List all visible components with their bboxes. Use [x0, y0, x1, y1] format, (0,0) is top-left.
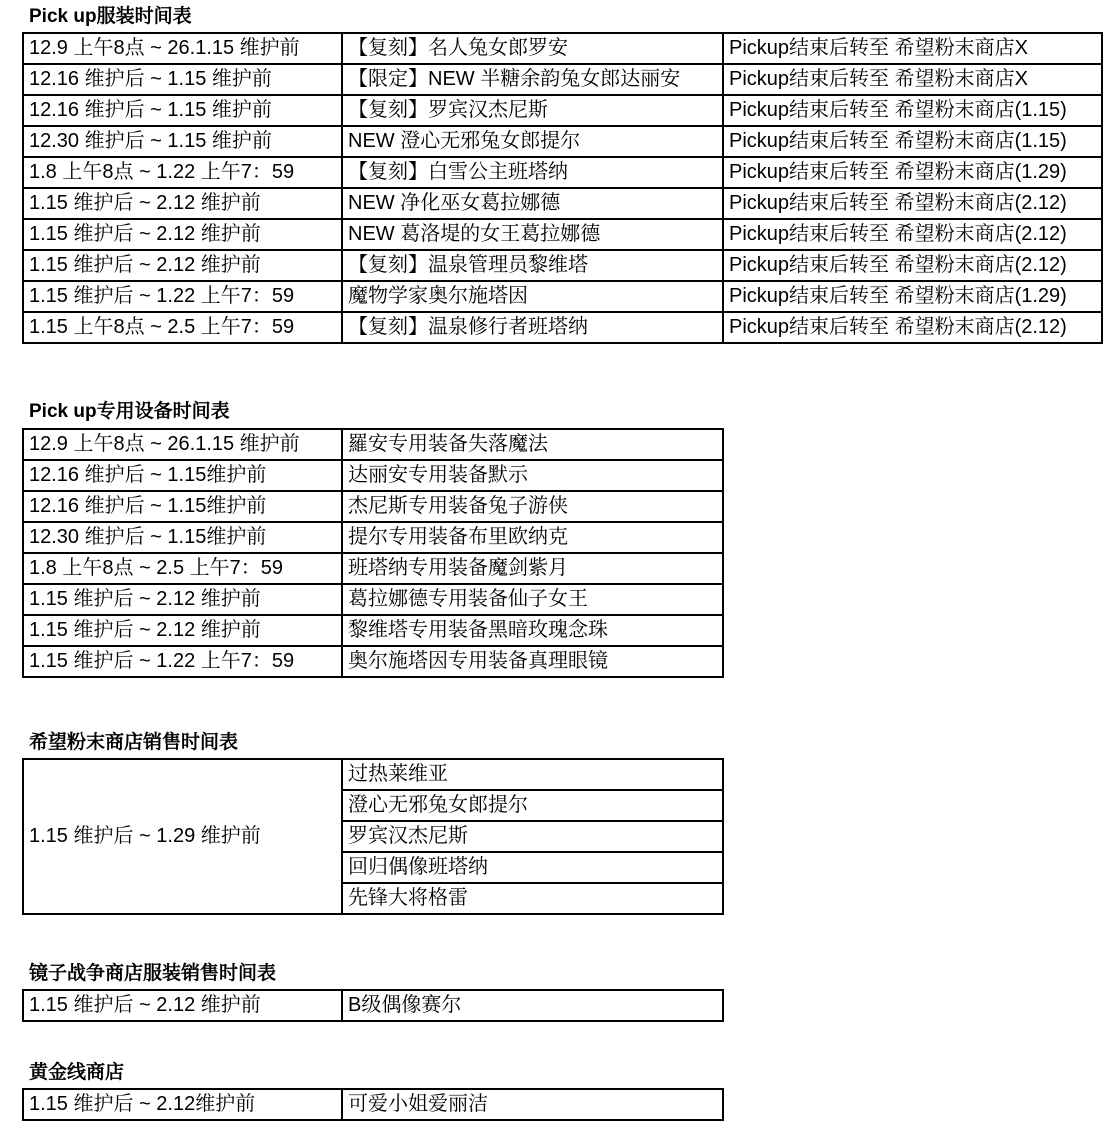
item-cell: 【复刻】温泉管理员黎维塔 [342, 250, 723, 281]
item-cell: B级偶像赛尔 [342, 990, 723, 1021]
table-row [23, 64, 1102, 95]
period-cell: 1.15 上午8点 ~ 2.5 上午7：59 [23, 312, 342, 343]
item-cell: 班塔纳专用装备魔剑紫月 [342, 553, 723, 584]
table-row [23, 522, 723, 553]
table-row [23, 990, 723, 1021]
table-row [23, 219, 1102, 250]
item-cell: 魔物学家奥尔施塔因 [342, 281, 723, 312]
period-cell: 12.9 上午8点 ~ 26.1.15 维护前 [23, 429, 342, 460]
note-cell: Pickup结束后转至 希望粉末商店(2.12) [723, 188, 1102, 219]
table-row [23, 33, 1102, 64]
period-cell: 1.15 维护后 ~ 2.12 维护前 [23, 584, 342, 615]
table-row [23, 460, 723, 491]
mirror-war-shop-table [22, 989, 724, 1022]
period-cell: 12.30 维护后 ~ 1.15 维护前 [23, 126, 342, 157]
period-cell: 1.15 维护后 ~ 2.12 维护前 [23, 615, 342, 646]
item-cell: 可爱小姐爱丽洁 [342, 1089, 723, 1120]
period-cell: 12.16 维护后 ~ 1.15 维护前 [23, 64, 342, 95]
period-cell: 1.15 维护后 ~ 2.12维护前 [23, 1089, 342, 1120]
item-cell: 【复刻】温泉修行者班塔纳 [342, 312, 723, 343]
period-cell: 1.15 维护后 ~ 1.22 上午7：59 [23, 281, 342, 312]
item-cell: 【复刻】名人兔女郎罗安 [342, 33, 723, 64]
table-row [23, 553, 723, 584]
mirror-war-shop-title: 镜子战争商店服装销售时间表 [29, 963, 277, 984]
table-row [23, 584, 723, 615]
period-cell: 1.15 维护后 ~ 2.12 维护前 [23, 250, 342, 281]
period-cell: 1.15 维护后 ~ 2.12 维护前 [23, 219, 342, 250]
golden-line-shop-title: 黄金线商店 [29, 1062, 125, 1083]
period-cell: 12.16 维护后 ~ 1.15维护前 [23, 460, 342, 491]
period-cell: 12.9 上午8点 ~ 26.1.15 维护前 [23, 33, 342, 64]
table-row [23, 126, 1102, 157]
note-cell: Pickup结束后转至 希望粉末商店(2.12) [723, 219, 1102, 250]
item-cell: 提尔专用装备布里欧纳克 [342, 522, 723, 553]
table-row [23, 157, 1102, 188]
table-row [23, 491, 723, 522]
period-cell: 12.30 维护后 ~ 1.15维护前 [23, 522, 342, 553]
period-cell: 12.16 维护后 ~ 1.15 维护前 [23, 95, 342, 126]
item-cell: NEW 葛洛堤的女王葛拉娜德 [342, 219, 723, 250]
item-cell: 回归偶像班塔纳 [342, 852, 723, 883]
item-cell: 【限定】NEW 半糖余韵兔女郎达丽安 [342, 64, 723, 95]
table-row [23, 281, 1102, 312]
item-cell: NEW 澄心无邪兔女郎提尔 [342, 126, 723, 157]
equipment-pickup-table [22, 428, 724, 678]
note-cell: Pickup结束后转至 希望粉末商店X [723, 33, 1102, 64]
item-cell: NEW 净化巫女葛拉娜德 [342, 188, 723, 219]
period-cell: 12.16 维护后 ~ 1.15维护前 [23, 491, 342, 522]
note-cell: Pickup结束后转至 希望粉末商店(2.12) [723, 250, 1102, 281]
item-cell: 罗宾汉杰尼斯 [342, 821, 723, 852]
period-cell: 1.8 上午8点 ~ 2.5 上午7：59 [23, 553, 342, 584]
item-cell: 达丽安专用装备默示 [342, 460, 723, 491]
period-cell: 1.15 维护后 ~ 2.12 维护前 [23, 188, 342, 219]
note-cell: Pickup结束后转至 希望粉末商店(1.15) [723, 126, 1102, 157]
table-row [23, 429, 723, 460]
item-cell: 过热莱维亚 [342, 759, 723, 790]
costume-pickup-table [22, 32, 1103, 344]
item-cell: 黎维塔专用装备黑暗玫瑰念珠 [342, 615, 723, 646]
table-row [23, 759, 723, 790]
period-cell: 1.15 维护后 ~ 1.29 维护前 [23, 759, 342, 914]
period-cell: 1.8 上午8点 ~ 1.22 上午7：59 [23, 157, 342, 188]
table-row [23, 95, 1102, 126]
note-cell: Pickup结束后转至 希望粉末商店X [723, 64, 1102, 95]
table-row [23, 188, 1102, 219]
item-cell: 先锋大将格雷 [342, 883, 723, 914]
table-row [23, 250, 1102, 281]
table-row [23, 615, 723, 646]
table-row [23, 646, 723, 677]
note-cell: Pickup结束后转至 希望粉末商店(1.15) [723, 95, 1102, 126]
golden-line-shop-table [22, 1088, 724, 1121]
table-row [23, 1089, 723, 1120]
item-cell: 奥尔施塔因专用装备真理眼镜 [342, 646, 723, 677]
note-cell: Pickup结束后转至 希望粉末商店(1.29) [723, 281, 1102, 312]
item-cell: 杰尼斯专用装备兔子游侠 [342, 491, 723, 522]
period-cell: 1.15 维护后 ~ 2.12 维护前 [23, 990, 342, 1021]
item-cell: 【复刻】白雪公主班塔纳 [342, 157, 723, 188]
hope-powder-shop-title: 希望粉末商店销售时间表 [29, 732, 239, 753]
hope-powder-shop-table [22, 758, 724, 915]
item-cell: 澄心无邪兔女郎提尔 [342, 790, 723, 821]
item-cell: 【复刻】罗宾汉杰尼斯 [342, 95, 723, 126]
equipment-pickup-title: Pick up专用设备时间表 [29, 401, 230, 422]
period-cell: 1.15 维护后 ~ 1.22 上午7：59 [23, 646, 342, 677]
item-cell: 葛拉娜德专用装备仙子女王 [342, 584, 723, 615]
table-row [23, 312, 1102, 343]
costume-pickup-title: Pick up服装时间表 [29, 6, 192, 27]
note-cell: Pickup结束后转至 希望粉末商店(1.29) [723, 157, 1102, 188]
item-cell: 羅安专用装备失落魔法 [342, 429, 723, 460]
note-cell: Pickup结束后转至 希望粉末商店(2.12) [723, 312, 1102, 343]
